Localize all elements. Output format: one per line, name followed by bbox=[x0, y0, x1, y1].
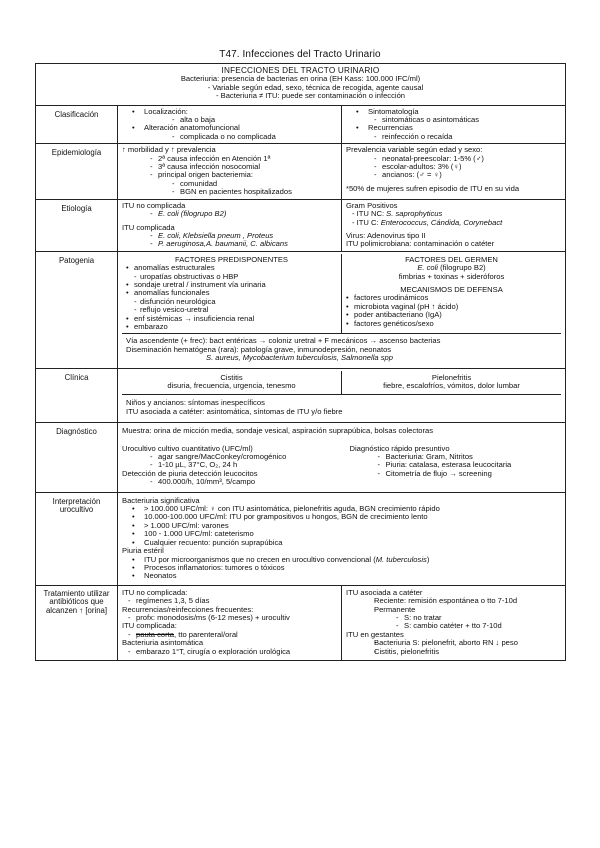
patogenia-bottom bbox=[122, 334, 561, 366]
row-label-tratamiento: Tratamiento utilizar antibióticos que alcanzen ↑ [orina] bbox=[36, 585, 118, 660]
list-item: • Procesos inflamatorios: tumores o tóxicos bbox=[122, 564, 561, 572]
trat-c-title: ITU complicada: bbox=[122, 621, 177, 631]
row-patogenia bbox=[36, 251, 566, 368]
trat-gestantes-bact: - Bacteriuria S: pielonefrit, aborto RN ↓ peso bbox=[346, 639, 561, 647]
pielonefritis-text: fiebre, escalofríos, vómitos, dolor lumbar bbox=[383, 381, 520, 390]
row-etiologia bbox=[36, 199, 566, 251]
header-row bbox=[36, 64, 566, 106]
row-label-patogenia: Patogenia bbox=[36, 251, 118, 368]
row-interpretacion bbox=[36, 492, 566, 585]
list-item: • sondaje uretral / instrument vía urinaria bbox=[126, 281, 337, 289]
list-item: - agar sangre/MacConkey/cromogénico bbox=[122, 453, 342, 461]
trat-cateter-no-tratar: - S: no tratar bbox=[346, 614, 561, 622]
trat-asint-item: - embarazo 1°T, cirugía o exploración urológica bbox=[122, 648, 337, 656]
trat-gestantes-title: ITU en gestantes bbox=[346, 629, 404, 639]
list-item: • Cualquier recuento: punción suprapúbica bbox=[122, 539, 561, 547]
etio-gram-c: - ITU C: Enterococcus, Cándida, Corynebact bbox=[352, 217, 503, 227]
interp-title2: Piuria estéril bbox=[122, 546, 164, 556]
clinica-bottom bbox=[122, 395, 561, 420]
list-item: - Bacteriuria: Gram, Nitritos bbox=[350, 453, 562, 461]
row-epidemiologia bbox=[36, 144, 566, 199]
diagnostico-block bbox=[118, 423, 566, 492]
list-item: - reinfección o recaída bbox=[346, 133, 561, 141]
etiologia-right bbox=[342, 199, 566, 251]
list-item: - comunidad bbox=[122, 180, 337, 188]
list-item: • 100 - 1.000 UFC/ml: cateterismo bbox=[122, 530, 561, 538]
cistitis-title: Cistitis bbox=[220, 372, 243, 382]
summary-table bbox=[35, 63, 566, 661]
pat-right-sub1: E. coli (filogrupo B2) bbox=[417, 263, 486, 273]
trat-rec-title: Recurrencias/reinfecciones frecuentes: bbox=[122, 604, 254, 614]
list-item: - complicada o no complicada bbox=[122, 133, 337, 141]
list-item: • Localización: bbox=[122, 108, 337, 116]
etio-gram-nc: - ITU NC: S. saprophyticus bbox=[352, 209, 443, 219]
pat-left-title: FACTORES PREDISPONENTES bbox=[175, 254, 288, 264]
clinica-block bbox=[118, 368, 566, 423]
list-item: • Sintomatología bbox=[346, 108, 561, 116]
list-item: - disfunción neurológica bbox=[126, 298, 337, 306]
list-item: • factores genéticos/sexo bbox=[346, 320, 557, 328]
list-item: Diagnóstico rápido presuntivo bbox=[349, 443, 450, 453]
patogenia-block bbox=[118, 251, 566, 368]
trat-cateter-reciente: - Reciente: remisión espontánea o tto 7-10d bbox=[346, 597, 561, 605]
etio-title-c: ITU complicada bbox=[122, 222, 175, 232]
list-item: - 400.000/h, 10/mm³, 5/campo bbox=[122, 478, 342, 486]
row-clasificacion bbox=[36, 105, 566, 144]
list-item: • poder antibacteriano (IgA) bbox=[346, 311, 557, 319]
pat-right-title: FACTORES DEL GERMEN bbox=[405, 254, 498, 264]
row-tratamiento bbox=[36, 585, 566, 660]
list-item: • microbiota vaginal (pH ↑ ácido) bbox=[346, 303, 557, 311]
list-item: • anomalías estructurales bbox=[126, 264, 337, 272]
diag-right bbox=[342, 445, 562, 487]
epidemiologia-left bbox=[118, 144, 342, 199]
tratamiento-right bbox=[342, 585, 566, 660]
list-item: *50% de mujeres sufren episodio de ITU en su vida bbox=[346, 183, 520, 193]
list-item: ↑ morbilidad y ↑ prevalencia bbox=[122, 145, 216, 155]
pat-right-sub2: fimbrias + toxinas + sideróforos bbox=[398, 271, 505, 281]
page-title: T47. Infecciones del Tracto Urinario bbox=[219, 49, 381, 60]
row-label-clinica: Clínica bbox=[36, 368, 118, 423]
list-item: - reflujo vesico-uretral bbox=[126, 306, 337, 314]
pat-bottom3: S. aureus, Mycobacterium tuberculosis, Salmonella spp bbox=[206, 353, 393, 363]
list-item: • Alteración anatomofuncional bbox=[122, 124, 337, 132]
trat-nc-title: ITU no complicada: bbox=[122, 587, 188, 597]
clinica-ninos: Niños y ancianos: síntomas inespecíficos bbox=[126, 398, 265, 408]
trat-asint-title: Bacteriuria asintomática bbox=[122, 638, 204, 648]
header-line1: Bacteriuria: presencia de bacterias en orina (EH Kass: 100.000 IFC/ml) bbox=[180, 74, 421, 84]
trat-cateter-title: ITU asociada a catéter bbox=[346, 587, 423, 597]
list-item: - Citometría de flujo → screening bbox=[350, 470, 562, 478]
row-label-interpretacion: Interpretación urocultivo bbox=[36, 492, 118, 585]
header-heading: INFECCIONES DEL TRACTO URINARIO bbox=[221, 66, 380, 75]
interpretacion-block bbox=[118, 492, 566, 585]
trat-cateter-permanente: - Permanente bbox=[346, 606, 561, 614]
tratamiento-left bbox=[118, 585, 342, 660]
list-item: • > 1.000 UFC/ml: varones bbox=[122, 522, 561, 530]
pat-bottom1: Vía ascendente (+ frec): bact entéricas → coloniz uretral + F mecánicos → ascenso bacterias bbox=[126, 336, 441, 346]
diag-muestra: Muestra: orina de micción media, sondaje vesical, aspiración suprapúbica, bolsas colectoras bbox=[122, 426, 434, 436]
patogenia-right bbox=[342, 254, 562, 334]
row-label-epidemiologia: Epidemiología bbox=[36, 144, 118, 199]
diag-left bbox=[122, 445, 342, 487]
list-item: - escolar-adultos: 3% (♀) bbox=[346, 163, 561, 171]
etiologia-left bbox=[118, 199, 342, 251]
list-item: • anomalías funcionales bbox=[126, 289, 337, 297]
etio-title-nc: ITU no complicada bbox=[122, 200, 186, 210]
patogenia-left bbox=[122, 254, 342, 334]
trat-cateter-cambio: - S: cambio catéter + tto 7-10d bbox=[346, 622, 561, 630]
interp-piuria-item: • ITU por microorganismos que no crecen en urocultivo convencional (M. tuberculosis) bbox=[122, 556, 561, 564]
list-item: • factores urodinámicos bbox=[346, 294, 557, 302]
list-item: Urocultivo cultivo cuantitativo (UFC/ml) bbox=[122, 443, 253, 453]
epidemiologia-right bbox=[342, 144, 566, 199]
etio-gram-title: Gram Positivos bbox=[346, 200, 398, 210]
row-diagnostico bbox=[36, 423, 566, 492]
row-label-clasificacion: Clasificación bbox=[36, 105, 118, 144]
pielonefritis-title: Pielonefritis bbox=[431, 372, 472, 382]
list-item: - 2ª causa infección en Atención 1ª bbox=[122, 155, 337, 163]
list-item: - uropatías obstructivas o HBP bbox=[126, 273, 337, 281]
list-item: • embarazo bbox=[126, 323, 337, 331]
etio-polimicrobiana: ITU polimicrobiana: contaminación o catéter bbox=[346, 239, 495, 249]
trat-gestantes-cist: - Cistitis, pielonefritis bbox=[346, 648, 561, 656]
trat-nc-item: - regímenes 1,3, 5 días bbox=[122, 597, 337, 605]
list-item: - principal origen bacteriemia: bbox=[122, 171, 337, 179]
list-item: - 1-10 µL, 37°C, O₂, 24 h bbox=[122, 461, 342, 469]
row-label-diagnostico: Diagnóstico bbox=[36, 423, 118, 492]
clasificacion-left bbox=[118, 105, 342, 144]
list-item: • > 100.000 UFC/ml: ♀ con ITU asintomática, pielonefritis aguda, BGN crecimiento rápido bbox=[122, 505, 561, 513]
clinica-cistitis bbox=[122, 371, 342, 395]
row-clinica bbox=[36, 368, 566, 423]
trat-c-item: - pauta corta, tto parenteral/oral bbox=[122, 631, 337, 639]
list-item: - sintomáticas o asintomáticas bbox=[346, 116, 561, 124]
pat-bottom2: Diseminación hematógena (rara): patología grave, inmunodepresión, neonatos bbox=[126, 344, 392, 354]
etio-item-nc: - E. coli (filogrupo B2) bbox=[122, 210, 337, 218]
cistitis-text: disuria, frecuencia, urgencia, tenesmo bbox=[167, 381, 296, 390]
list-item: • Neonatos bbox=[122, 572, 561, 580]
header-line2: - Variable según edad, sexo, técnica de recogida, agente causal bbox=[207, 82, 424, 92]
list-item: Prevalencia variable según edad y sexo: bbox=[346, 145, 483, 155]
trat-rec-item: - profx: monodosis/ms (6-12 meses) + urocultiv bbox=[122, 614, 337, 622]
list-item: - alta o baja bbox=[122, 116, 337, 124]
list-item: - 3ª causa infección nosocomial bbox=[122, 163, 337, 171]
list-item: - Piuria: catalasa, esterasa leucocitaria bbox=[350, 461, 562, 469]
list-item: • 10.000-100.000 UFC/ml: ITU por grampositivos u hongos, BGN de crecimiento lento bbox=[122, 513, 561, 521]
clasificacion-right bbox=[342, 105, 566, 144]
etio-item-c2: - P. aeruginosa,A. baumanii, C. albicans bbox=[122, 240, 337, 248]
list-item: Detección de piuria detección leucocitos bbox=[122, 468, 258, 478]
interp-title1: Bacteriuria significativa bbox=[122, 495, 200, 505]
header-cell bbox=[36, 64, 566, 106]
clinica-cateter: ITU asociada a catéter: asintomática, síntomas de ITU y/o fiebre bbox=[126, 406, 343, 416]
header-line3: - Bacteriuria ≠ ITU: puede ser contaminación o infección bbox=[215, 91, 406, 101]
row-label-etiologia: Etiología bbox=[36, 199, 118, 251]
pat-right-title2: MECANISMOS DE DEFENSA bbox=[400, 284, 503, 294]
list-item: • Recurrencias bbox=[346, 124, 561, 132]
list-item: • enf sistémicas → insuficiencia renal bbox=[126, 315, 337, 323]
clinica-pielonefritis bbox=[342, 371, 562, 395]
etio-item-c1: - E. coli, Klebsiella pneum , Proteus bbox=[122, 232, 337, 240]
list-item: - neonatal-preescolar: 1-5% (♂) bbox=[346, 155, 561, 163]
list-item: - ancianos: (♂ = ♀) bbox=[346, 171, 561, 179]
list-item: - BGN en pacientes hospitalizados bbox=[122, 188, 337, 196]
etio-virus: Virus: Adenovirus tipo II bbox=[346, 230, 426, 240]
